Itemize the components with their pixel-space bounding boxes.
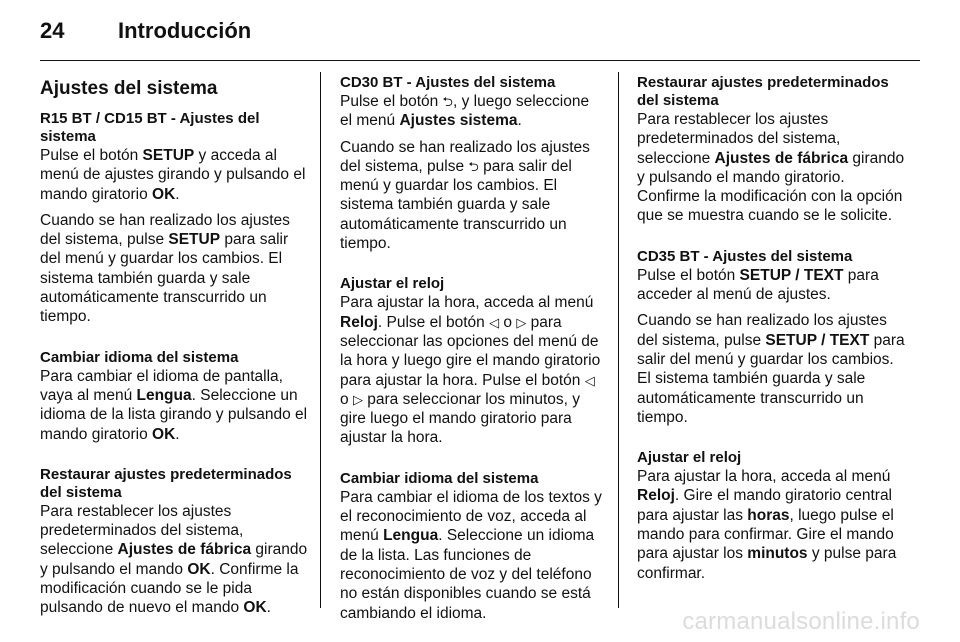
column-1 (40, 74, 308, 625)
paragraph: Pulse el botón SETUP / TEXT para acceder al menú de ajustes. (637, 266, 879, 304)
chapter-title: Introducción (118, 18, 252, 43)
paragraph: Cuando se han realizado los ajustes del sistema, pulse SETUP / TEXT para salir del menú y guardar los cambios. El sistema también guarda y sale automáticamente transcurrido un tiempo. (637, 312, 905, 426)
paragraph: Pulse el botón SETUP y acceda al menú de ajustes girando y pulsando el mando giratorio OK. (40, 147, 306, 203)
right-triangle-icon: ▷ (352, 391, 363, 407)
column-2 (340, 74, 602, 630)
subheading: Cambiar idioma del sistema (40, 348, 239, 366)
header-rule (40, 60, 920, 61)
column-divider (320, 72, 321, 608)
paragraph: Para cambiar el idioma de pantalla, vaya al menú Lengua. Seleccione un idioma de la lista girando y pulsando el mando giratorio OK. (40, 367, 308, 443)
right-triangle-icon: ▷ (516, 314, 527, 330)
page-number: 24 (40, 18, 65, 43)
paragraph: Para ajustar la hora, acceda al menú Reloj. Pulse el botón ◁ o ▷ para seleccionar las opciones del menú de la hora y luego gire el mando giratorio para ajustar la hora. Pulse el botón ◁ o ▷ para seleccionar los minutos, y gire luego el mando giratorio para ajustar la hora. (340, 294, 601, 447)
paragraph: Para cambiar el idioma de los textos y el reconocimiento de voz, acceda al menú Lengua. Seleccione un idioma de la lista. Las funciones de reconocimiento de voz y del teléfono no están disponibles cuando se está cambiando el idioma. (340, 488, 602, 622)
column-divider (618, 72, 619, 608)
left-triangle-icon: ◁ (489, 314, 500, 330)
subheading: Restaurar ajustes predeterminados del sistema (40, 465, 292, 501)
subheading: Ajustar el reloj (340, 275, 445, 293)
paragraph: Cuando se han realizado los ajustes del sistema, pulse SETUP para salir del menú y guardar los cambios. El sistema también guarda y sale automáticamente transcurrido un tiempo. (40, 211, 290, 326)
back-icon: ⮌ (468, 158, 479, 174)
subheading: Ajustar el reloj (637, 449, 742, 467)
paragraph: Cuando se han realizado los ajustes del sistema, pulse ⮌ para salir del menú y guardar los cambios. El sistema también guarda y sale automáticamente transcurrido un tiempo. (340, 138, 590, 253)
watermark: carmanualsonline.info (682, 608, 920, 635)
subheading: Restaurar ajustes predeterminados del sistema (637, 74, 889, 109)
paragraph: Para ajustar la hora, acceda al menú Reloj. Gire el mando giratorio central para ajustar las horas, luego pulse el mando para confirmar. Gire el mando para ajustar los minutos y pulse para confirmar. (637, 468, 897, 582)
column-3 (637, 74, 905, 590)
left-triangle-icon: ◁ (584, 372, 595, 388)
subheading: CD35 BT - Ajustes del sistema (637, 247, 853, 265)
back-icon: ⮌ (442, 94, 453, 109)
paragraph: Pulse el botón ⮌, y luego seleccione el menú Ajustes sistema. (340, 93, 590, 130)
page-header (40, 18, 251, 48)
subheading: R15 BT / CD15 BT - Ajustes del sistema (40, 110, 260, 145)
paragraph: Para restablecer los ajustes predeterminados del sistema, seleccione Ajustes de fábrica girando y pulsando el mando giratorio. Confirme la modificación con la opción que se muestra cuando se le solicite. (637, 111, 905, 225)
section-title: Ajustes del sistema (40, 78, 218, 99)
subheading: CD30 BT - Ajustes del sistema (340, 74, 556, 91)
paragraph: Para restablecer los ajustes predeterminados del sistema, seleccione Ajustes de fábrica girando y pulsando el mando OK. Confirme la modificación cuando se le pida pulsando de nuevo el mando OK. (40, 502, 308, 617)
subheading: Cambiar idioma del sistema (340, 469, 539, 487)
